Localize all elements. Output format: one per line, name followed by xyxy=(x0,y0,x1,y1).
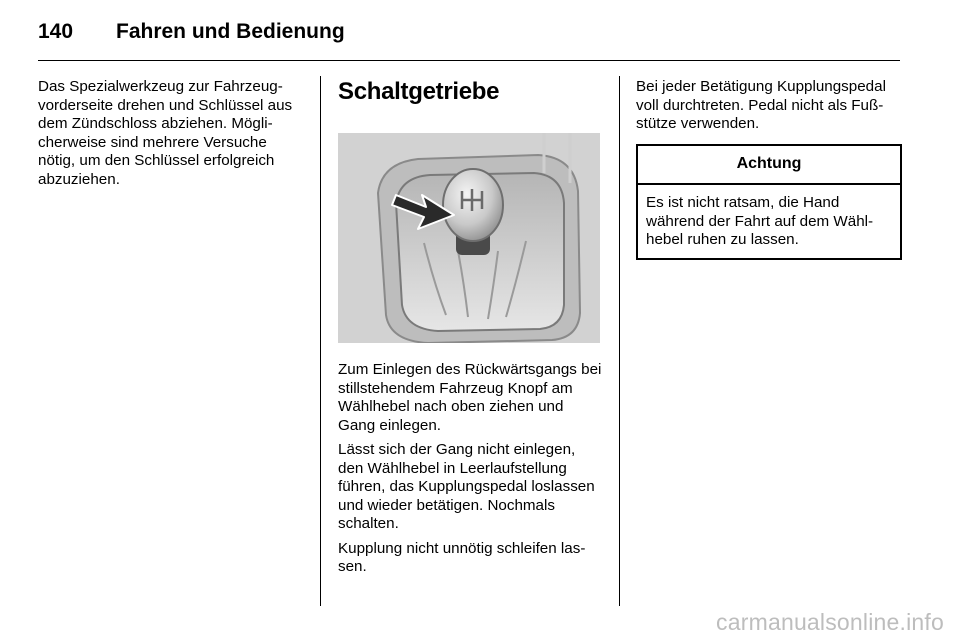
column-right xyxy=(636,78,902,260)
caution-heading: Achtung xyxy=(638,146,900,186)
clutch-pedal-paragraph: Bei jeder Betätigung Kupplungspedal voll durchtreten. Pedal nicht als Fußstütze verwenden. xyxy=(636,78,886,132)
section-title: Schaltgetriebe xyxy=(338,78,500,105)
caution-text: Es ist nicht ratsam, die Hand während der Fahrt auf dem Wählhebel ruhen zu lassen. xyxy=(646,194,874,248)
gear-not-engaging-paragraph: Lässt sich der Gang nicht einlegen, den Wählhebel in Leerlaufstellung führen, das Kupplungspedal loslassen und wieder betätigen. Nochmals schalten. xyxy=(338,441,595,532)
header-divider xyxy=(38,60,900,61)
key-removal-paragraph: Das Spezialwerkzeug zur Fahrzeugvorderseite drehen und Schlüssel aus dem Zündschloss abziehen. Möglicherweise sind mehrere Versuche nötig, um den Schlüssel erfolgreich abzuziehen. xyxy=(38,78,293,188)
column-divider-left xyxy=(320,76,321,606)
page-header xyxy=(38,14,345,50)
clutch-slip-paragraph: Kupplung nicht unnötig schleifen lassen. xyxy=(338,539,586,575)
gear-shifter-illustration xyxy=(338,133,600,343)
reverse-gear-paragraph: Zum Einlegen des Rückwärtsgangs bei stillstehendem Fahrzeug Knopf am Wählhebel nach oben ziehen und Gang einlegen. xyxy=(338,361,602,434)
page-number: 140 xyxy=(38,20,74,43)
site-watermark: carmanualsonline.info xyxy=(716,609,944,635)
column-middle xyxy=(338,78,604,583)
column-divider-right xyxy=(619,76,620,606)
caution-notice xyxy=(636,144,902,260)
chapter-title: Fahren und Bedienung xyxy=(116,20,345,43)
column-left xyxy=(38,78,306,195)
